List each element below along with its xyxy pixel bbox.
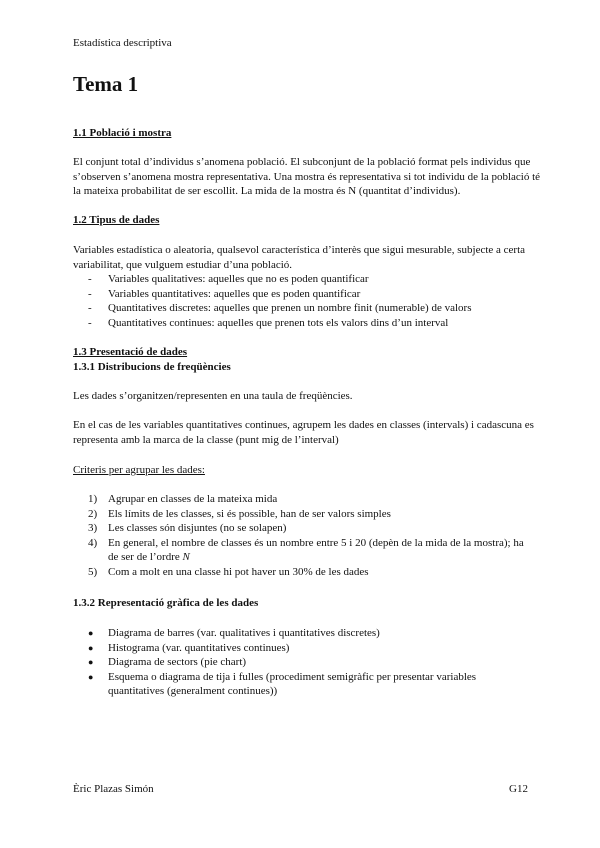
dash-marker: - (88, 273, 92, 285)
section-1-3-1-text-1: Les dades s’organitzen/representen en una taula de freqüències. (73, 390, 353, 402)
number-marker: 5) (88, 565, 98, 578)
number-marker: 1) (88, 493, 98, 505)
list-item: 1) Agrupar en classes de la mateixa mida (88, 493, 278, 505)
list-item: 5) Com a molt en una classe hi pot haver un 30% de les dades (88, 565, 369, 578)
list-item: 4) En general, el nombre de classes és un nombre entre 5 i 20 (depèn de la mida de la mostra); ha de ser de l’ordre N (88, 536, 524, 563)
bullet-icon: ● (88, 628, 94, 638)
list-item: 2) Els límits de les classes, si és possible, han de ser valors simples (88, 507, 391, 520)
list-item: - Quantitatives discretes: aquelles que prenen un nombre finit (numerable) de valors (88, 302, 472, 314)
page-header: Estadística descriptiva (73, 37, 172, 49)
number-marker: 3) (88, 522, 98, 534)
criteria-label: Criteris per agrupar les dades: (73, 464, 205, 476)
list-item: ● Esquema o diagrama de tija i fulles (procediment semigràfic per presentar variables quantitatives (generalment continues)) (88, 670, 477, 697)
subsection-heading-1-3-2: 1.3.2 Representació gràfica de les dades (73, 597, 259, 609)
page-title: Tema 1 (73, 72, 139, 96)
data-types-list (88, 272, 528, 330)
list-item: ● Diagrama de barres (var. qualitatives i quantitatives discretes) (88, 627, 380, 639)
footer-author: Èric Plazas Simón (73, 783, 154, 795)
bullet-icon: ● (88, 671, 94, 682)
graphs-list (88, 626, 528, 699)
bullet-icon: ● (88, 657, 94, 667)
section-1-3-1-text-2: En el cas de les variables quantitatives continues, agrupem les dades en classes (intervals) i cadascuna es representa amb la marca de la classe (punt mig de l’interval) (73, 419, 534, 446)
number-marker: 4) (88, 536, 98, 549)
number-marker: 2) (88, 507, 98, 520)
dash-marker: - (88, 287, 92, 300)
variable-n: N (182, 551, 190, 563)
section-1-1-text: El conjunt total d’individus s’anomena població. El subconjunt de la població format pels individus que s’observen s’anomena mostra representativa. Una mostra és representativa si tot individu de la població té la mateixa probabilitat de ser escollit. La mida de la mostra és N (quantitat d’individus). (73, 156, 541, 197)
bullet-icon: ● (88, 642, 94, 653)
section-heading-1-2: 1.2 Tipus de dades (73, 214, 160, 226)
list-item: 3) Les classes són disjuntes (no se solapen) (88, 522, 287, 534)
criteria-list (88, 492, 528, 579)
dash-marker: - (88, 316, 92, 329)
subsection-heading-1-3-1: 1.3.1 Distribucions de freqüències (73, 361, 231, 373)
list-item: ● Diagrama de sectors (pie chart) (88, 656, 247, 668)
section-heading-1-3: 1.3 Presentació de dades (73, 346, 188, 358)
section-heading-1-1: 1.1 Població i mostra (73, 127, 172, 139)
list-item: - Quantitatives continues: aquelles que prenen tots els valors dins d’un interval (88, 316, 449, 329)
section-1-2-text: Variables estadística o aleatoria, qualsevol característica d’interès que sigui mesurable, subjecte a certa variabilitat, que vulguem estudiar d’una població. (73, 244, 526, 271)
footer-group: G12 (509, 783, 528, 795)
list-item: ● Histograma (var. quantitatives continues) (88, 641, 290, 654)
list-item: - Variables quantitatives: aquelles que es poden quantificar (88, 287, 361, 300)
dash-marker: - (88, 302, 92, 314)
list-item: - Variables qualitatives: aquelles que no es poden quantificar (88, 273, 369, 285)
